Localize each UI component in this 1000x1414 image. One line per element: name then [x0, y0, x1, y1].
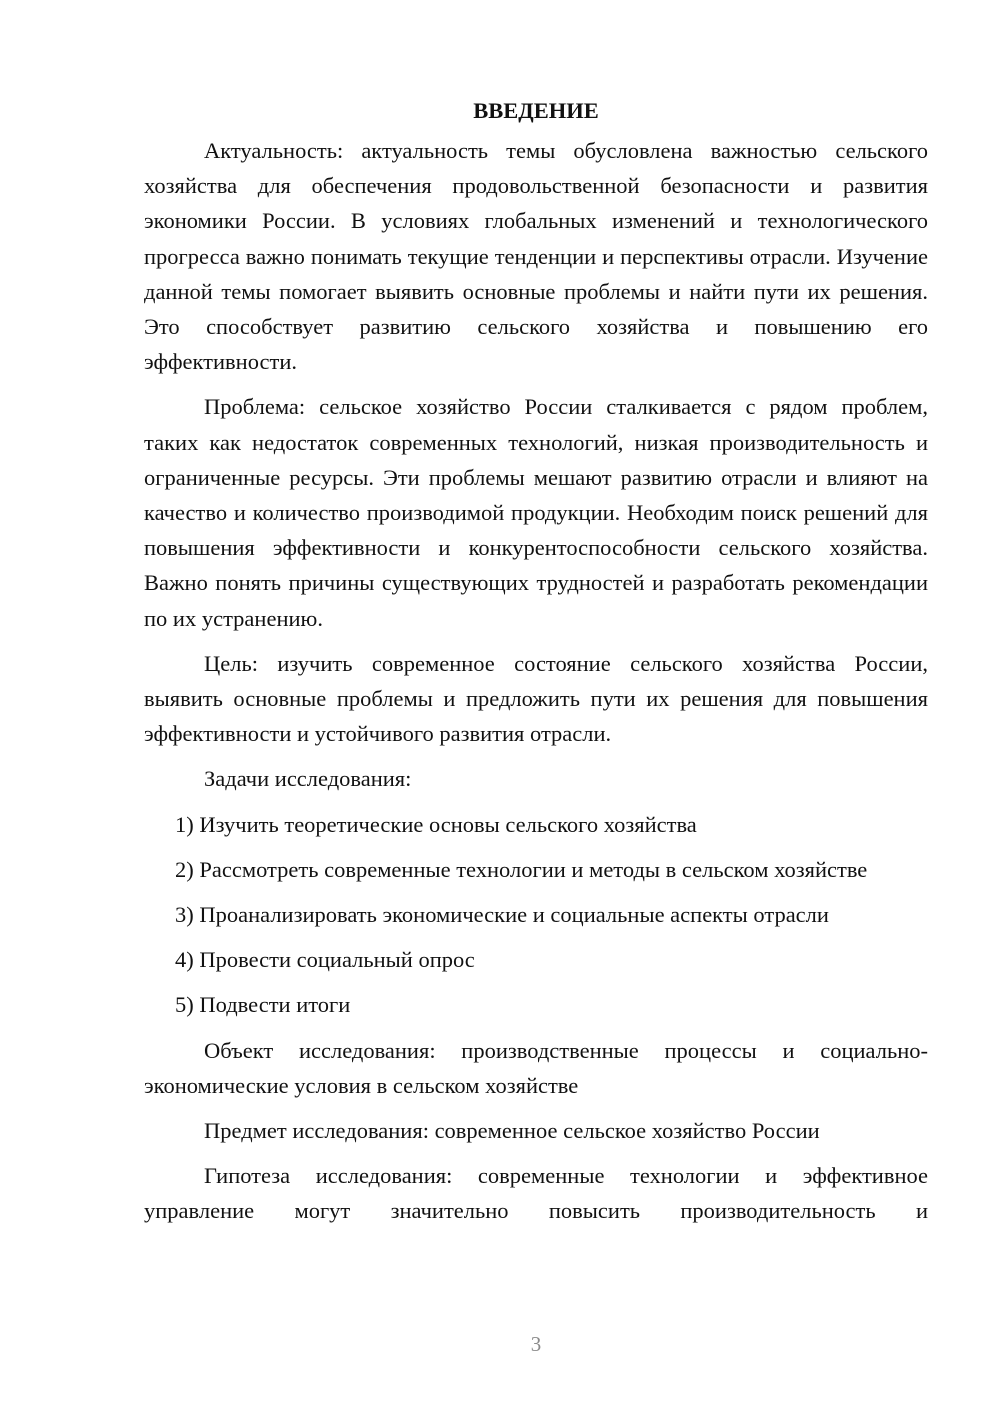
page-body: [144, 93, 928, 1239]
task-item-5: 5) Подвести итоги: [175, 992, 351, 1018]
subject-paragraph: Предмет исследования: современное сельское хозяйство России: [204, 1118, 820, 1144]
problem-paragraph: Проблема: сельское хозяйство России сталкивается с рядом проблем, таких как недостаток современных технологий, низкая производительность и ограниченные ресурсы. Эти проблемы мешают развитию отрасли и влияют на качество и количество производимой продукции. Необходим поиск решений для повышения эффективности и конкурентоспособности сельского хозяйства. Важно понять причины существующих трудностей и разработать рекомендации по их устранению.: [144, 394, 928, 631]
page-number: 3: [530, 1332, 542, 1356]
task-item-2: 2) Рассмотреть современные технологии и методы в сельском хозяйстве: [175, 856, 868, 882]
task-item-4: 4) Провести социальный опрос: [175, 947, 475, 973]
relevance-paragraph: Актуальность: актуальность темы обусловлена важностью сельского хозяйства для обеспечения продовольственной безопасности и развития экономики России. В условиях глобальных изменений и технологического прогресса важно понимать текущие тенденции и перспективы отрасли. Изучение данной темы помогает выявить основные проблемы и найти пути их решения. Это способствует развитию сельского хозяйства и повышению его эффективности.: [144, 138, 928, 375]
task-item-3: 3) Проанализировать экономические и социальные аспекты отрасли: [175, 902, 829, 928]
object-paragraph: Объект исследования: производственные процессы и социально-экономические условия в сельском хозяйстве: [144, 1037, 928, 1098]
hypothesis-paragraph: Гипотеза исследования: современные технологии и эффективное управление могут значительно повысить производительность и: [144, 1163, 928, 1224]
page-title: ВВЕДЕНИЕ: [473, 98, 599, 123]
task-item-1: 1) Изучить теоретические основы сельского хозяйства: [175, 811, 697, 837]
goal-paragraph: Цель: изучить современное состояние сельского хозяйства России, выявить основные проблемы и предложить пути их решения для повышения эффективности и устойчивого развития отрасли.: [144, 650, 928, 747]
tasks-title: Задачи исследования:: [204, 766, 412, 792]
